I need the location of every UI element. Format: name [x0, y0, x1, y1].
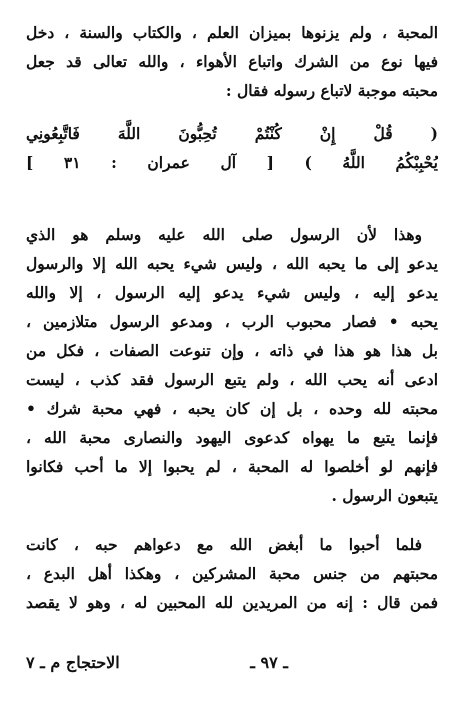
text-line: محبته لله وحده ، بل إن كان يحبه ، فهي محبة شرك • [26, 399, 438, 418]
text-line: فإنما يتبع ما يهواه كدعوى اليهود والنصارى محبة الله ، [26, 428, 438, 447]
text-line: فلما أحبوا ما أبغض الله مع دعواهم حبه ، كانت [26, 535, 422, 554]
page-footer [26, 648, 438, 678]
paragraph-3 [26, 530, 438, 617]
text-line: فإنهم لو أخلصوا له المحبة ، لم يحبوا إلا ما أحب فكانوا [26, 457, 438, 476]
signature-mark: الاحتجاج م ـ ٧ [26, 653, 120, 672]
text-line: فمن قال : إنه من المريدين لله المحبين له ، وهو لا يقصد [26, 593, 438, 612]
verse-line: يُحْبِبْكُمُ اللَّهُ ) [ آل عمران : ٣١ ] [26, 153, 438, 172]
page-number: ـ ٩٧ ـ [250, 653, 288, 672]
text-line: محبتهم من جنس محبة المشركين ، وهكذا أهل البدع ، [26, 564, 438, 583]
paragraph-2 [26, 220, 438, 510]
text-line: فيها نوع من الشرك واتباع الأهواء ، والله تعالى قد جعل [26, 52, 438, 71]
text-line: يدعو إلى ما يحبه الله ، وليس شيء يحبه الله إلا والرسول [26, 254, 438, 273]
text-line: يدعو إليه ، وليس شيء يدعو إليه الرسول ، إلا والله [26, 283, 438, 302]
text-line: وهذا لأن الرسول صلى الله عليه وسلم هو الذي [26, 225, 422, 244]
text-line: يحبه • فصار محبوب الرب ، ومدعو الرسول متلازمين ، [26, 312, 438, 331]
text-line: ادعى أنه يحب الله ، ولم يتبع الرسول فقد كذب ، ليست [26, 370, 438, 389]
text-line: يتبعون الرسول . [331, 486, 438, 505]
text-line: بل هذا هو هذا في ذاته ، وإن تنوعت الصفات ، فكل من [26, 341, 438, 360]
paragraph-1 [26, 18, 438, 105]
quran-verse [26, 119, 438, 177]
text-line: محبته موجبة لاتباع رسوله فقال : [225, 81, 438, 100]
text-line: المحبة ، ولم يزنوها بميزان العلم ، والكتاب والسنة ، دخل [26, 23, 438, 42]
verse-line: ( قُلْ إِنْ كُنْتُمْ تُحِبُّونَ اللَّهَ فَاتَّبِعُونِي [26, 124, 438, 143]
